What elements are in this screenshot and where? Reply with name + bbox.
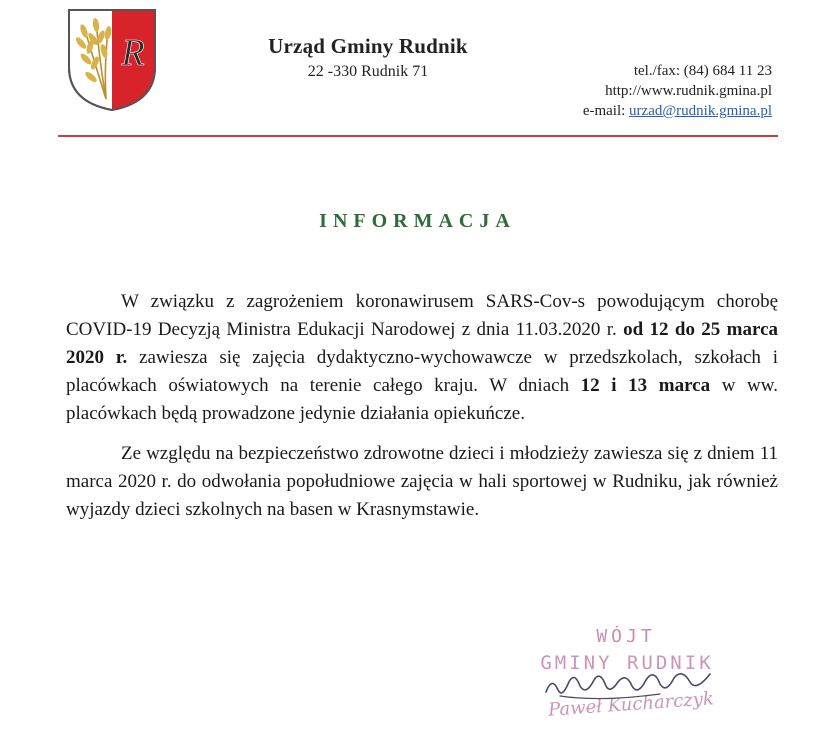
paragraph-1-text-b: zawiesza się zajęcia dydaktyczno-wychowawcze w przedszkolach, szkołach i placówkach oświatowych na terenie całego kraju. W dniach — [66, 347, 778, 396]
paragraph-1-bold-days: 12 i 13 marca — [580, 375, 711, 396]
organization-block — [248, 34, 488, 81]
paragraph-2: Ze względu na bezpieczeństwo zdrowotne dzieci i młodzieży zawiesza się z dniem 11 marca 2020 r. do odwołania popołudniowe zajęcia w hali sportowej w Rudniku, jak również wyjazdy dzieci szkolnych na basen w Krasnymstawie. — [66, 443, 778, 520]
paragraph-1-text-a: W związku z zagrożeniem koronawirusem SARS-Cov-s powodującym chorobę COVID-19 Decyzją Ministra Edukacji Narodowej z dnia 11.03.2020 r. — [66, 291, 778, 340]
handwritten-signature — [540, 656, 720, 706]
stamp-title: WÓJT — [596, 626, 656, 647]
organization-address: 22 -330 Rudnik 71 — [307, 63, 429, 80]
document-title: INFORMACJA — [319, 210, 516, 232]
paragraph-1-bold-dates: od 12 do 25 marca 2020 r. — [66, 319, 779, 368]
contact-block — [583, 61, 772, 121]
organization-name: Urząd Gminy Rudnik — [268, 34, 468, 58]
website-url[interactable]: http://www.rudnik.gmina.pl — [605, 83, 772, 99]
email-link[interactable]: urzad@rudnik.gmina.pl — [629, 103, 772, 119]
paragraph-1-text-c: w ww. placówkach będą prowadzone jedynie działania opiekuńcze. — [66, 375, 778, 424]
phone-fax: tel./fax: (84) 684 11 23 — [633, 63, 772, 79]
stamp-office: GMINY RUDNIK — [540, 652, 714, 674]
paragraph-1 — [66, 288, 778, 428]
email-label: e-mail: — [582, 103, 630, 119]
crest-letter: R — [121, 32, 145, 74]
stamp-person-name: Paweł Kucharczyk — [547, 688, 715, 721]
email-line — [583, 101, 772, 121]
header-divider — [58, 135, 778, 137]
municipal-crest-logo — [66, 7, 158, 113]
document-body — [66, 288, 778, 524]
